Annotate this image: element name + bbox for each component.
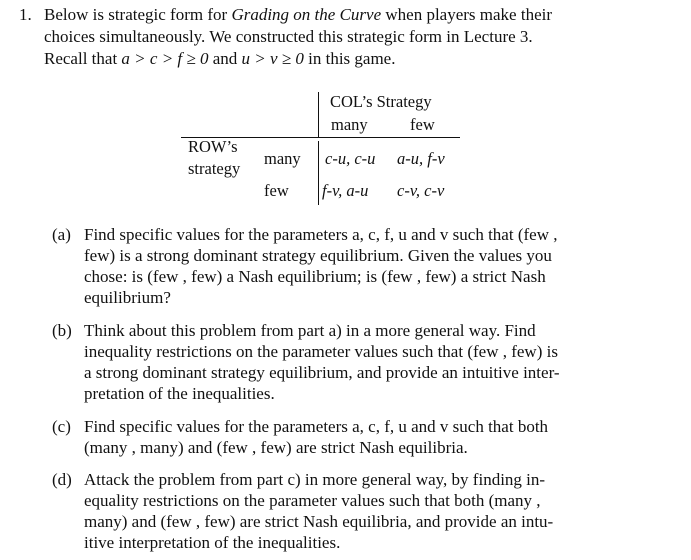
payoff-cell: a-u, f-v (397, 149, 445, 168)
part-d-text: many) and (few , few) are strict Nash equilibria, and provide an intu- (84, 512, 554, 531)
part-a-text: chose: is (few , few) a Nash equilibrium; is (few , few) a strict Nash (84, 267, 546, 286)
part-a-label: (a) (52, 225, 71, 244)
part-b-label: (b) (52, 321, 72, 340)
part-b-text: a strong dominant strategy equilibrium, and provide an intuitive inter- (84, 363, 560, 382)
part-a-text: equilibrium? (84, 288, 171, 307)
col-strategy-few: few (410, 115, 435, 134)
question-line-2: choices simultaneously. We constructed this strategic form in Lecture 3. (44, 27, 533, 46)
part-b-text: Think about this problem from part a) in a more general way. Find (84, 321, 536, 340)
parameter-condition: a > c > f ≥ 0 (121, 49, 209, 68)
question-text: when players make their (381, 5, 553, 24)
payoff-cell: c-v, c-v (397, 181, 445, 200)
part-c-label: (c) (52, 417, 71, 436)
part-d-text: equality restrictions on the parameter values such that both (many , (84, 491, 541, 510)
part-d-text: itive interpretation of the inequalities. (84, 533, 341, 552)
question-text: and (208, 49, 242, 68)
row-strategy-few: few (264, 181, 289, 200)
table-body-divider (318, 141, 319, 205)
question-text: in this game. (303, 49, 396, 68)
part-c-text: Find specific values for the parameters a, c, f, u and v such that both (84, 417, 549, 436)
table-header-divider (318, 92, 319, 137)
col-player-label: COL’s Strategy (330, 92, 432, 111)
part-d-label: (d) (52, 470, 72, 489)
col-strategy-many: many (331, 115, 368, 134)
question-text: Below is strategic form for (44, 5, 232, 24)
question-line-1 (44, 4, 552, 26)
part-c-text: (many , many) and (few , few) are strict Nash equilibria. (84, 438, 468, 457)
game-name: Grading on the Curve (231, 5, 382, 24)
part-a-text: Find specific values for the parameters a, c, f, u and v such that (few , (84, 225, 558, 244)
payoff-cell: c-u, c-u (325, 149, 376, 168)
part-a-text: few) is a strong dominant strategy equilibrium. Given the values you (84, 246, 552, 265)
row-player-label: strategy (188, 159, 241, 178)
payoff-cell: f-v, a-u (322, 181, 369, 200)
question-line-3 (44, 48, 395, 70)
part-d-text: Attack the problem from part c) in more general way, by finding in- (84, 470, 546, 489)
row-strategy-many: many (264, 149, 301, 168)
question-number: 1. (19, 5, 32, 24)
question-text: Recall that (44, 49, 122, 68)
part-b-text: inequality restrictions on the parameter values such that (few , few) is (84, 342, 558, 361)
part-b-text: pretation of the inequalities. (84, 384, 275, 403)
row-player-label: ROW’s (188, 137, 238, 156)
parameter-condition: u > v ≥ 0 (241, 49, 304, 68)
